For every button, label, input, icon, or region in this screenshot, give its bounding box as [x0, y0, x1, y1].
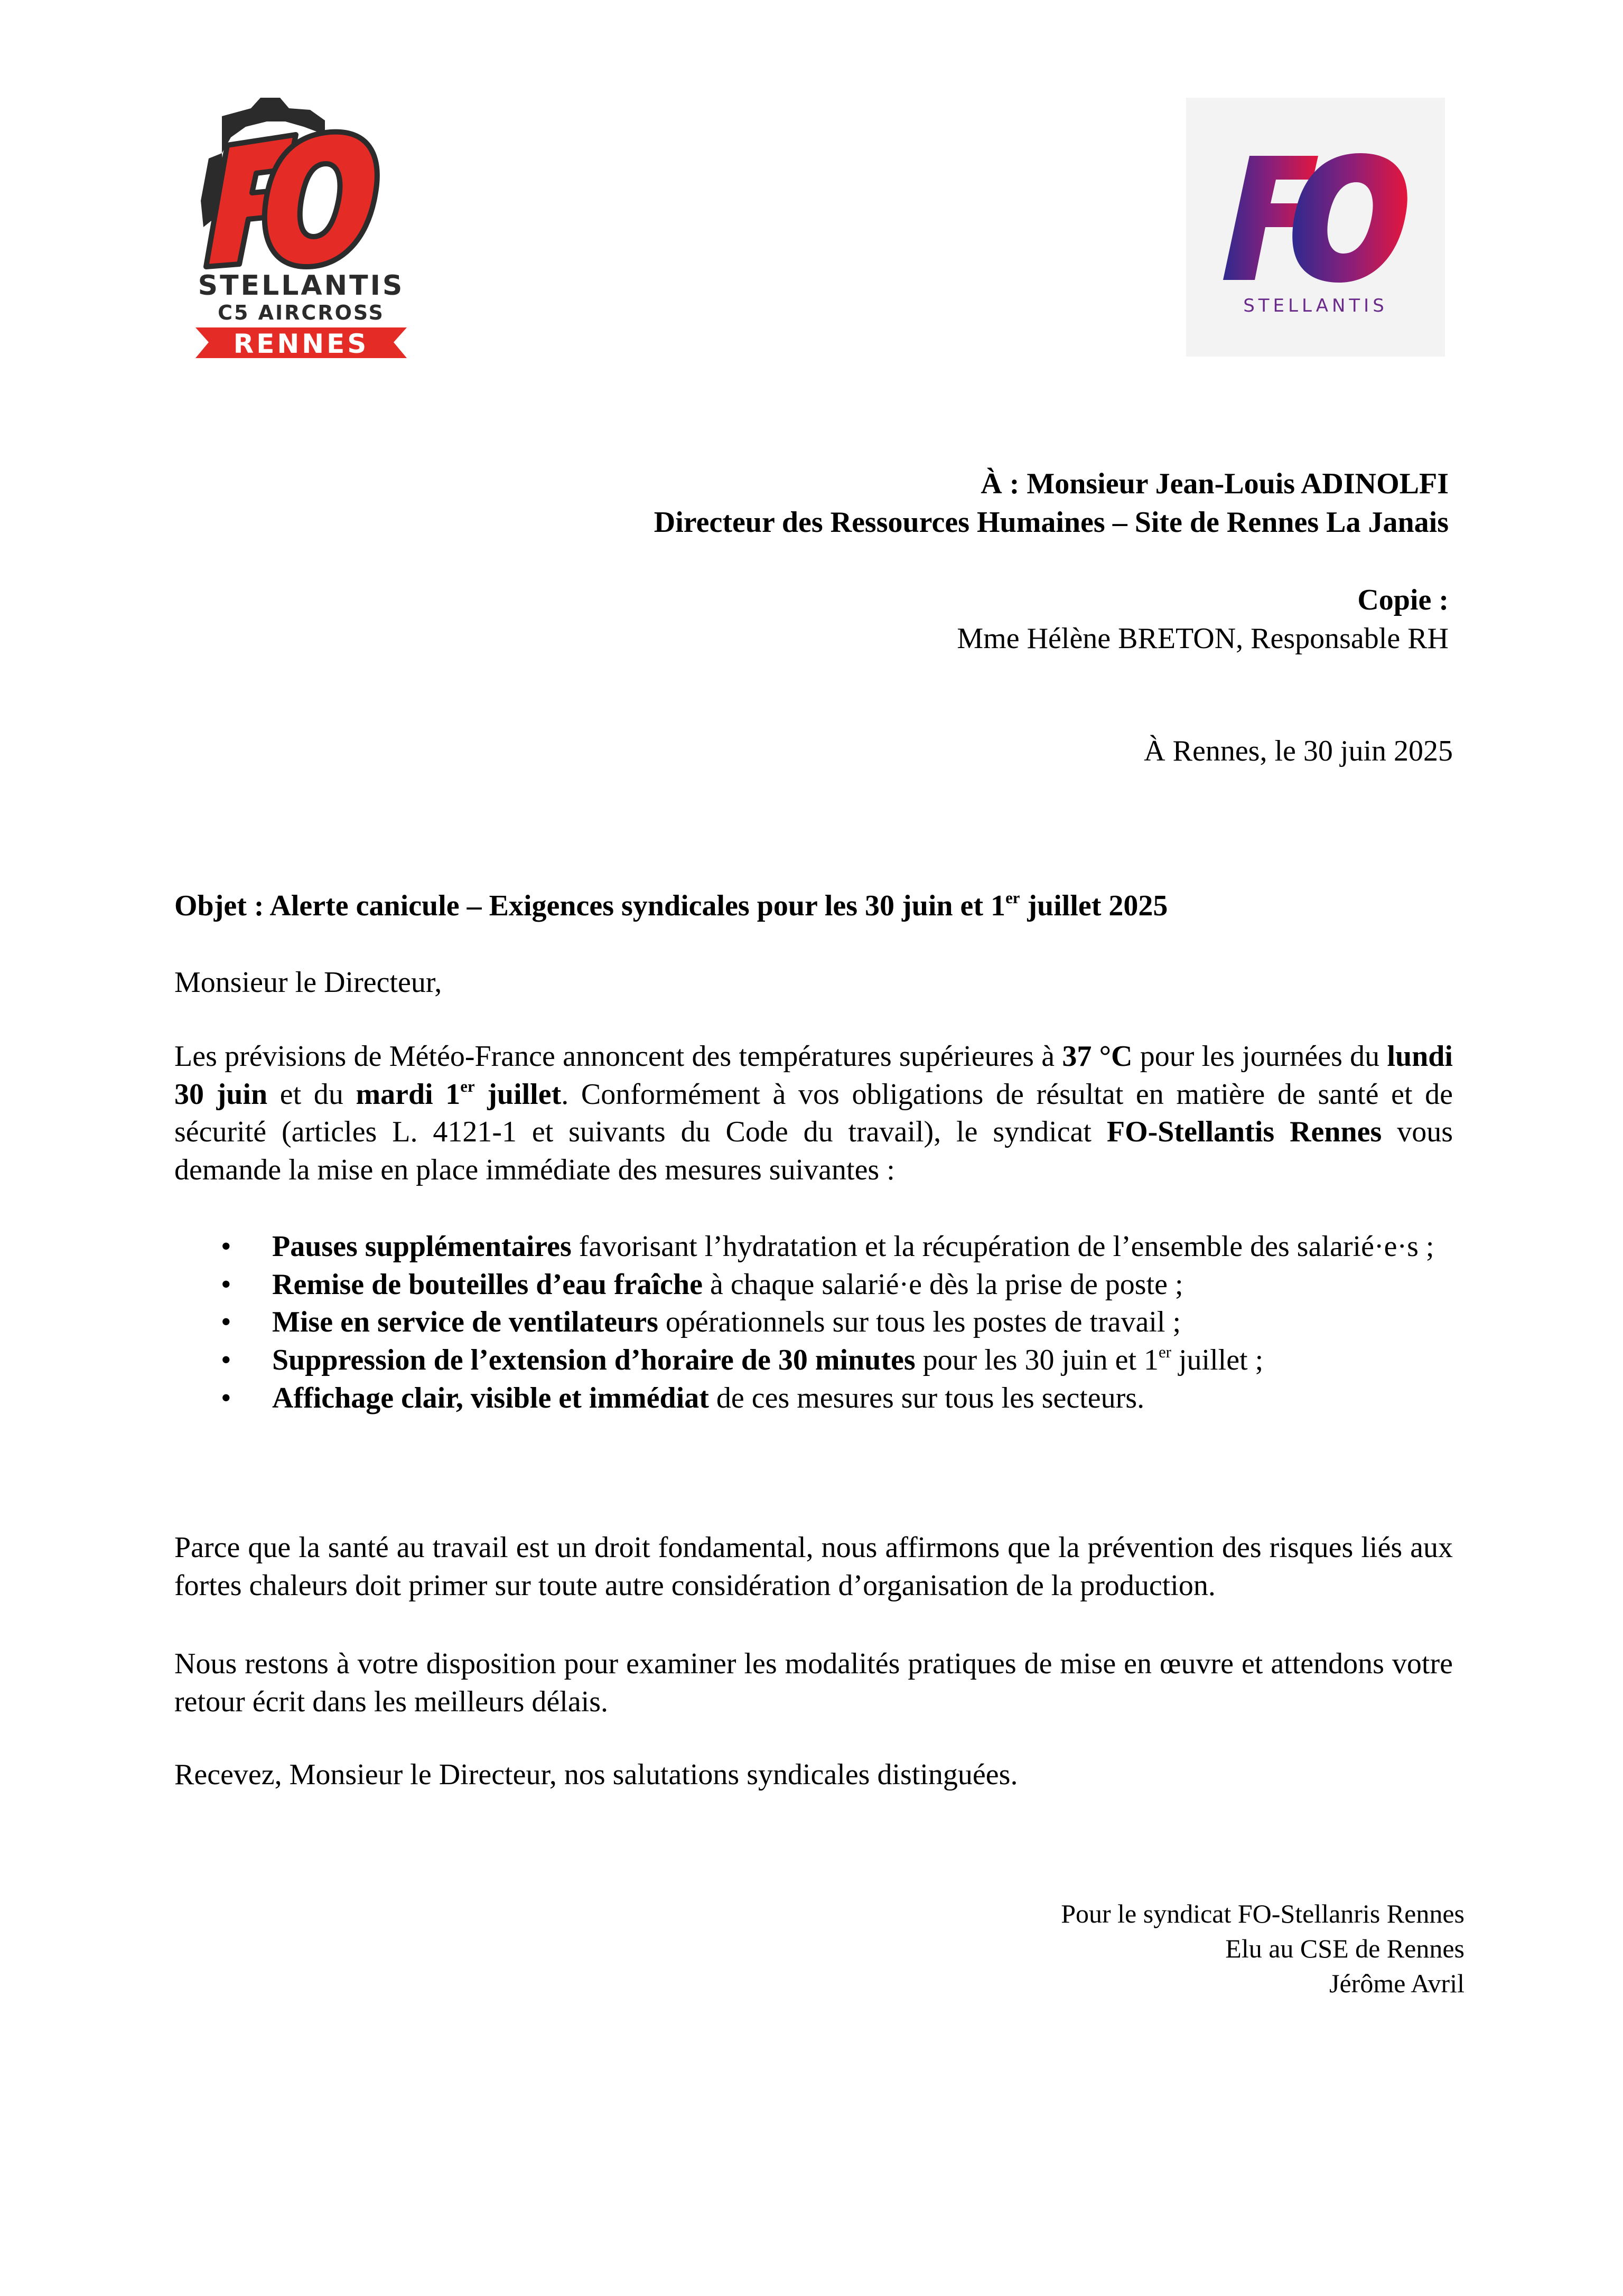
paragraph-availability: Nous restons à votre disposition pour examiner les modalités pratiques de mise en œuvre et attendons votre retour écrit dans les meilleurs délais. — [174, 1647, 1453, 1718]
logo-left-rennes-banner: RENNES — [233, 329, 369, 359]
logo-right-stellantis-text: STELLANTIS — [1243, 295, 1388, 316]
date-monday: lundi 30 juin — [174, 1040, 1453, 1111]
measure-text: à chaque salarié·e dès la prise de poste ; — [702, 1268, 1183, 1301]
paragraph-intro-text: pour les journées du — [1132, 1040, 1387, 1073]
paragraph-intro-text: Les prévisions de Météo-France annoncent des températures supérieures à — [174, 1040, 1062, 1073]
addressee-block — [654, 465, 1449, 542]
signature-name: Jérôme Avril — [1329, 1969, 1465, 1998]
bullet-icon: • — [221, 1230, 231, 1263]
paragraph-intro-text: . Conformément à vos obligations de résultat en matière de santé et de sécurité (articles L. 4121-1 et suivants du Code du travail), le syndicat — [174, 1077, 1453, 1149]
measure-sup: er — [1159, 1343, 1171, 1361]
paragraph-intro-text: vous demande la mise en place immédiate des mesures suivantes : — [174, 1116, 1453, 1187]
measure-text: pour les 30 juin et 1 — [915, 1344, 1159, 1377]
salutation: Monsieur le Directeur, — [174, 966, 442, 999]
date-tuesday — [356, 1078, 561, 1111]
date-tuesday-month: juillet — [474, 1077, 562, 1111]
measure-title: Remise de bouteilles d’eau fraîche — [272, 1268, 703, 1301]
copy-recipient: Mme Hélène BRETON, Responsable RH — [957, 622, 1449, 655]
date-line: À Rennes, le 30 juin 2025 — [1144, 735, 1453, 767]
measures-list — [174, 1228, 1442, 1417]
bullet-icon: • — [221, 1268, 231, 1301]
subject-line — [174, 887, 1453, 925]
addressee-name: À : Monsieur Jean-Louis ADINOLFI — [981, 467, 1449, 500]
fo-stellantis-logo — [1186, 98, 1445, 357]
bullet-icon: • — [221, 1306, 231, 1339]
copy-block — [957, 581, 1449, 658]
logo-left-stellantis-text: STELLANTIS — [198, 270, 405, 302]
closing-formula: Recevez, Monsieur le Directeur, nos salutations syndicales distinguées. — [174, 1758, 1018, 1791]
bullet-icon: • — [221, 1344, 231, 1377]
signature-block — [1061, 1896, 1465, 2001]
subject-sup: er — [1005, 888, 1020, 907]
union-name: FO-Stellantis Rennes — [1106, 1116, 1382, 1149]
subject-text: Objet : Alerte canicule – Exigences syndicales pour les 30 juin et 1 — [174, 889, 1006, 922]
paragraph-intro-text: et du — [267, 1077, 356, 1111]
signature-union: Pour le syndicat FO-Stellanris Rennes — [1061, 1899, 1465, 1928]
logo-left-c5-text: C5 AIRCROSS — [218, 301, 385, 324]
bullet-icon: • — [221, 1381, 231, 1414]
measure-title: Pauses supplémentaires — [272, 1230, 572, 1263]
paragraph-health: Parce que la santé au travail est un droit fondamental, nous affirmons que la prévention des risques liés aux fortes chaleurs doit primer sur toute autre considération d’organisation de la production. — [174, 1531, 1453, 1602]
signature-role: Elu au CSE de Rennes — [1225, 1934, 1465, 1963]
addressee-title: Directeur des Ressources Humaines – Site de Rennes La Janais — [654, 505, 1449, 539]
list-item — [174, 1228, 1442, 1266]
fo-stellantis-rennes-logo — [172, 95, 431, 359]
measure-text: favorisant l’hydratation et la récupération de l’ensemble des salarié·e·s ; — [571, 1230, 1434, 1263]
measure-text: opérationnels sur tous les postes de travail ; — [658, 1306, 1181, 1339]
paragraph-intro — [174, 1038, 1453, 1189]
list-item — [174, 1380, 1442, 1418]
list-item — [174, 1342, 1442, 1380]
measure-text-end: juillet ; — [1171, 1344, 1264, 1377]
list-item — [174, 1304, 1442, 1342]
measure-title: Affichage clair, visible et immédiat — [272, 1381, 709, 1414]
measure-title: Mise en service de ventilateurs — [272, 1306, 658, 1339]
measure-text: de ces mesures sur tous les secteurs. — [708, 1381, 1145, 1414]
measure-title: Suppression de l’extension d’horaire de 30 minutes — [272, 1344, 916, 1377]
subject-text-end: juillet 2025 — [1020, 889, 1168, 922]
date-tuesday-sup: er — [460, 1077, 475, 1095]
date-tuesday-text: mardi 1 — [356, 1077, 461, 1111]
copy-label: Copie : — [1357, 584, 1449, 616]
temperature-value: 37 °C — [1062, 1040, 1133, 1073]
list-item — [174, 1266, 1442, 1304]
